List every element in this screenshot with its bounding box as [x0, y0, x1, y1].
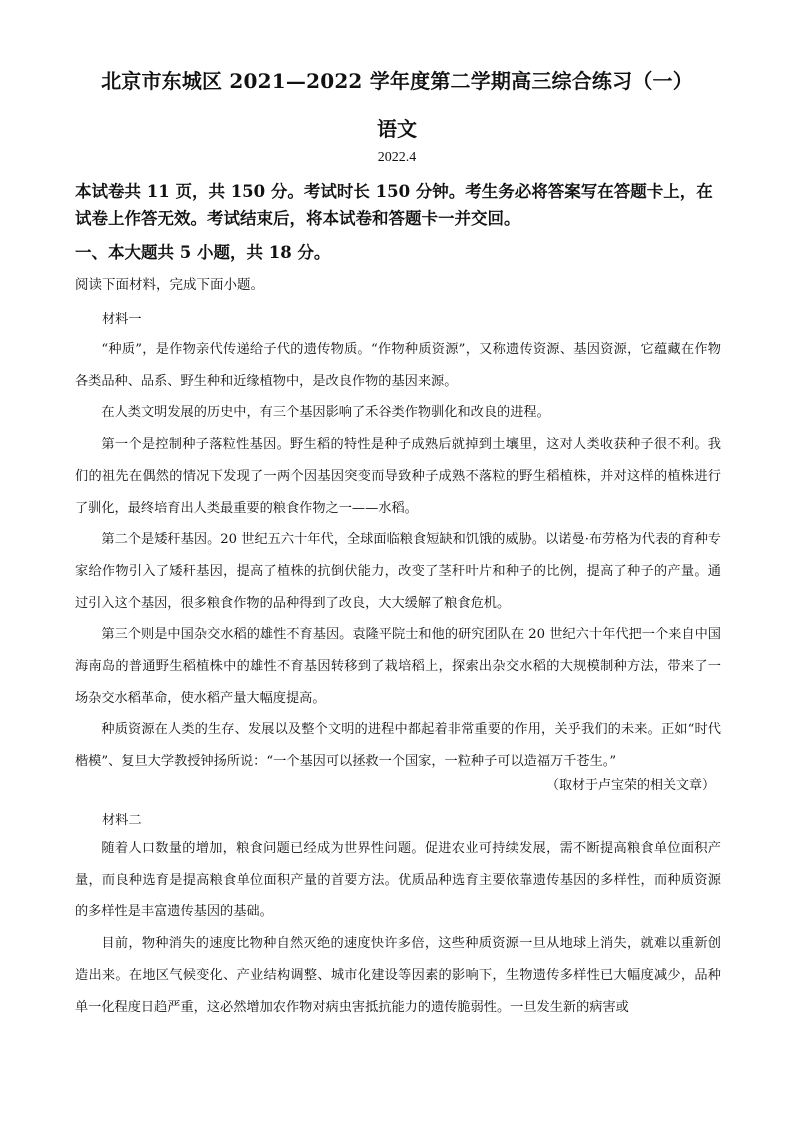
section-title: 一、本大题共 5 小题，共 18 分。: [75, 243, 331, 262]
exam-date: 2022.4: [377, 150, 417, 165]
material1-body: [75, 334, 721, 778]
paragraph: 在人类文明发展的历史中，有三个基因影响了禾谷类作物驯化和改良的进程。: [101, 405, 550, 421]
exam-instructions: 本试卷共 11 页，共 150 分。考试时长 150 分钟。考生务必将答案写在答题卡上，在试卷上作答无效。考试结束后，将本试卷和答题卡一并交回。: [75, 182, 713, 228]
paragraph: 第三个则是中国杂交水稻的雄性不育基因。袁隆平院士和他的研究团队在 20 世纪六十年代把一个来自中国海南岛的普通野生稻植株中的雄性不育基因转移到了栽培稻上，探索出杂交水稻的大规模制种方法，带来了一场杂交水稻革命，使水稻产量大幅度提高。: [75, 627, 721, 706]
exam-title: 北京市东城区 2021—2022 学年度第二学期高三综合练习（一）: [101, 69, 693, 93]
subject-title: 语文: [377, 117, 417, 141]
material2-body: [75, 833, 721, 1023]
material1-heading: 材料一: [102, 312, 142, 327]
paragraph: 目前，物种消失的速度比物种自然灭绝的速度快许多倍，这些种质资源一旦从地球上消失，就难以重新创造出来。在地区气候变化、产业结构调整、城市化建设等因素的影响下，生物遗传多样性已大幅度减少，品种单一化程度日趋严重，这必然增加农作物对病虫害抵抗能力的遗传脆弱性。一旦发生新的病害或: [75, 936, 721, 1015]
material1-source: （取材于卢宝荣的相关文章）: [545, 778, 715, 793]
paragraph: 第一个是控制种子落粒性基因。野生稻的特性是种子成熟后就掉到土壤里，这对人类收获种子很不利。我们的祖先在偶然的情况下发现了一两个因基因突变而导致种子成熟不落粒的野生稻植株，并对这样的植株进行了驯化，最终培育出人类最重要的粮食作物之一——水稻。: [75, 437, 721, 516]
paragraph: “种质”，是作物亲代传递给子代的遗传物质。“作物种质资源”，又称遗传资源、基因资源，它蕴藏在作物各类品种、品系、野生种和近缘植物中，是改良作物的基因来源。: [75, 342, 721, 389]
paragraph: 种质资源在人类的生存、发展以及整个文明的进程中都起着非常重要的作用，关乎我们的未来。正如“时代楷模”、复旦大学教授钟扬所说：“一个基因可以拯救一个国家，一粒种子可以造福万千苍生。”: [75, 722, 721, 770]
paragraph: 随着人口数量的增加，粮食问题已经成为世界性问题。促进农业可持续发展，需不断提高粮食单位面积产量，而良种选育是提高粮食单位面积产量的首要方法。优质品种选育主要依靠遗传基因的多样性，而种质资源的多样性是丰富遗传基因的基础。: [75, 841, 721, 920]
material2-heading: 材料二: [102, 813, 142, 828]
paragraph: 第二个是矮秆基因。20 世纪五六十年代，全球面临粮食短缺和饥饿的威胁。以诺曼·布劳格为代表的育种专家给作物引入了矮秆基因，提高了植株的抗倒伏能力，改变了茎秆叶片和种子的比例，提高了种子的产量。通过引入这个基因，很多粮食作物的品种得到了改良，大大缓解了粮食危机。: [75, 532, 721, 611]
section-lead: 阅读下面材料，完成下面小题。: [75, 277, 264, 293]
